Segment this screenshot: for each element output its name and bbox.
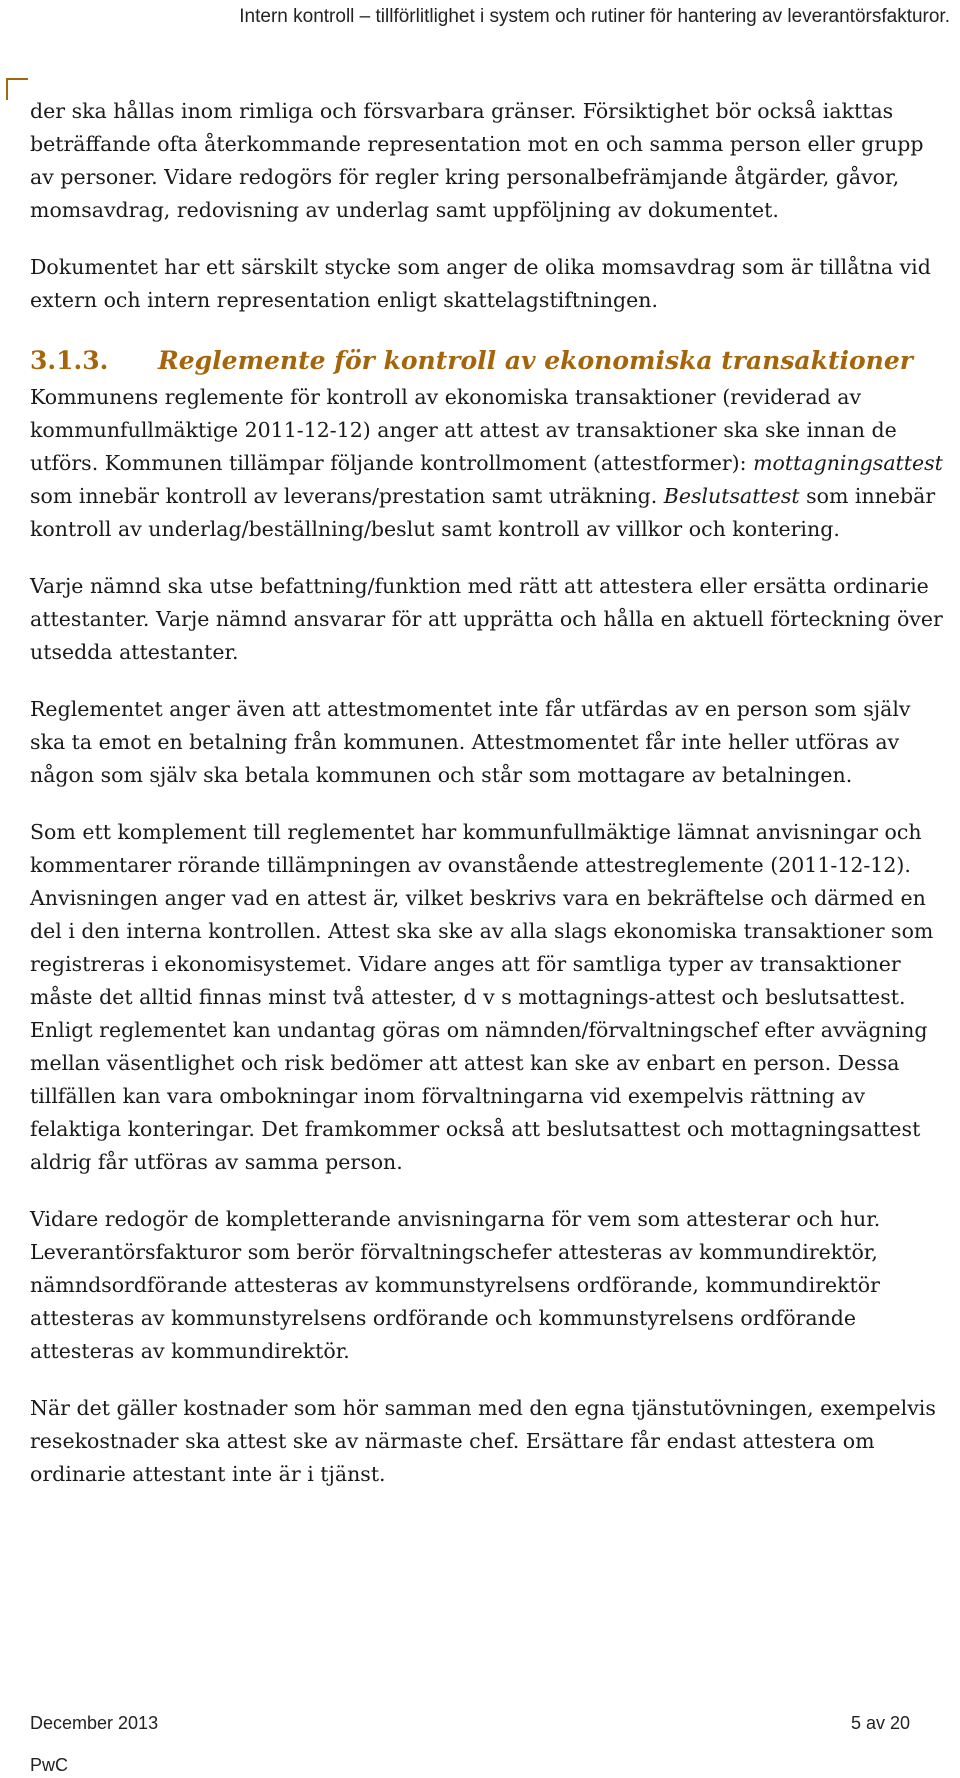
paragraph-conflict-of-interest: Reglementet anger även att attestmomentet inte får utfärdas av en person som själv ska ta emot en betalning från kommunen. Attestmomentet får inte heller utföras av någon som själv ska betala kommunen och står som mottagare av betalningen.	[30, 697, 911, 787]
section-number: 3.1.3.	[30, 346, 109, 375]
footer-brand: PwC	[30, 1755, 69, 1775]
footer-page-number: 5 av 20	[850, 1713, 910, 1733]
term-beslutsattest: Beslutsattest	[663, 484, 800, 508]
paragraph-guidelines: Som ett komplement till reglementet har kommunfullmäktige lämnat anvisningar och kommentarer rörande tillämpningen av ovanstående attestreglemente (2011-12-12). Anvisningen anger vad en attest är, vilket beskrivs vara en bekräftelse och därmed en del i den interna kontrollen. Attest ska ske av alla slags ekonomiska transaktioner som registreras i ekonomisystemet. Vidare anges att för samtliga typer av transaktioner måste det alltid finnas minst två attester, d v s mottagnings-attest och beslutsattest. Enligt reglementet kan undantag göras om nämnden/förvaltningschef efter avvägning mellan väsentlighet och risk bedömer att attest kan ske av enbart en person. Dessa tillfällen kan vara ombokningar inom förvaltningarna vid exempelvis rättning av felaktiga konteringar. Det framkommer också att beslutsattest och mottagningsattest aldrig får utföras av samma person.	[30, 820, 934, 1174]
paragraph-text: Kommunens reglemente för kontroll av ekonomiska transaktioner (reviderad av kommunfullmäktige 2011-12-12) anger att attest av transaktioner ska ske innan de utförs. Kommunen tillämpar följande kontrollmoment (attestformer):	[30, 385, 897, 475]
paragraph-text: som innebär kontroll av leverans/prestation samt uträkning.	[30, 484, 664, 508]
paragraph-control-regulation	[30, 381, 950, 546]
section-title: Reglemente för kontroll av ekonomiska transaktioner	[158, 346, 913, 375]
corner-mark	[6, 78, 28, 100]
paragraph-who-attests: Vidare redogör de kompletterande anvisningarna för vem som attesterar och hur. Leverantörsfakturor som berör förvaltningschefer attesteras av kommundirektör, nämndsordförande attesteras av kommunstyrelsens ordförande, kommundirektör attesteras av kommunstyrelsens ordförande och kommunstyrelsens ordförande attesteras av kommundirektör.	[30, 1207, 881, 1363]
paragraph-text: som innebär kontroll av underlag/beställning/beslut samt kontroll av villkor och kontering.	[30, 484, 936, 541]
paragraph-vat-deductions: Dokumentet har ett särskilt stycke som anger de olika momsavdrag som är tillåtna vid extern och intern representation enligt skattelagstiftningen.	[30, 255, 931, 312]
paragraph-travel-costs: När det gäller kostnader som hör samman med den egna tjänstutövningen, exempelvis resekostnader ska attest ske av närmaste chef. Ersättare får endast attestera om ordinarie attestant inte är i tjänst.	[30, 1396, 936, 1486]
section-heading	[30, 341, 950, 381]
footer-date: December 2013	[30, 1713, 159, 1733]
document-body	[30, 95, 950, 1515]
paragraph-attestants: Varje nämnd ska utse befattning/funktion med rätt att attestera eller ersätta ordinarie attestanter. Varje nämnd ansvarar för att upprätta och hålla en aktuell förteckning över utsedda attestanter.	[30, 574, 943, 664]
paragraph-representation-limits: der ska hållas inom rimliga och försvarbara gränser. Försiktighet bör också iakttas beträffande ofta återkommande representation mot en och samma person eller grupp av personer. Vidare redogörs för regler kring personalbefrämjande åtgärder, gåvor, momsavdrag, redovisning av underlag samt uppföljning av dokumentet.	[30, 99, 924, 222]
term-mottagningsattest: mottagningsattest	[753, 451, 943, 475]
running-header: Intern kontroll – tillförlitlighet i system och rutiner för hantering av leverantörsfakturor.	[239, 6, 950, 27]
